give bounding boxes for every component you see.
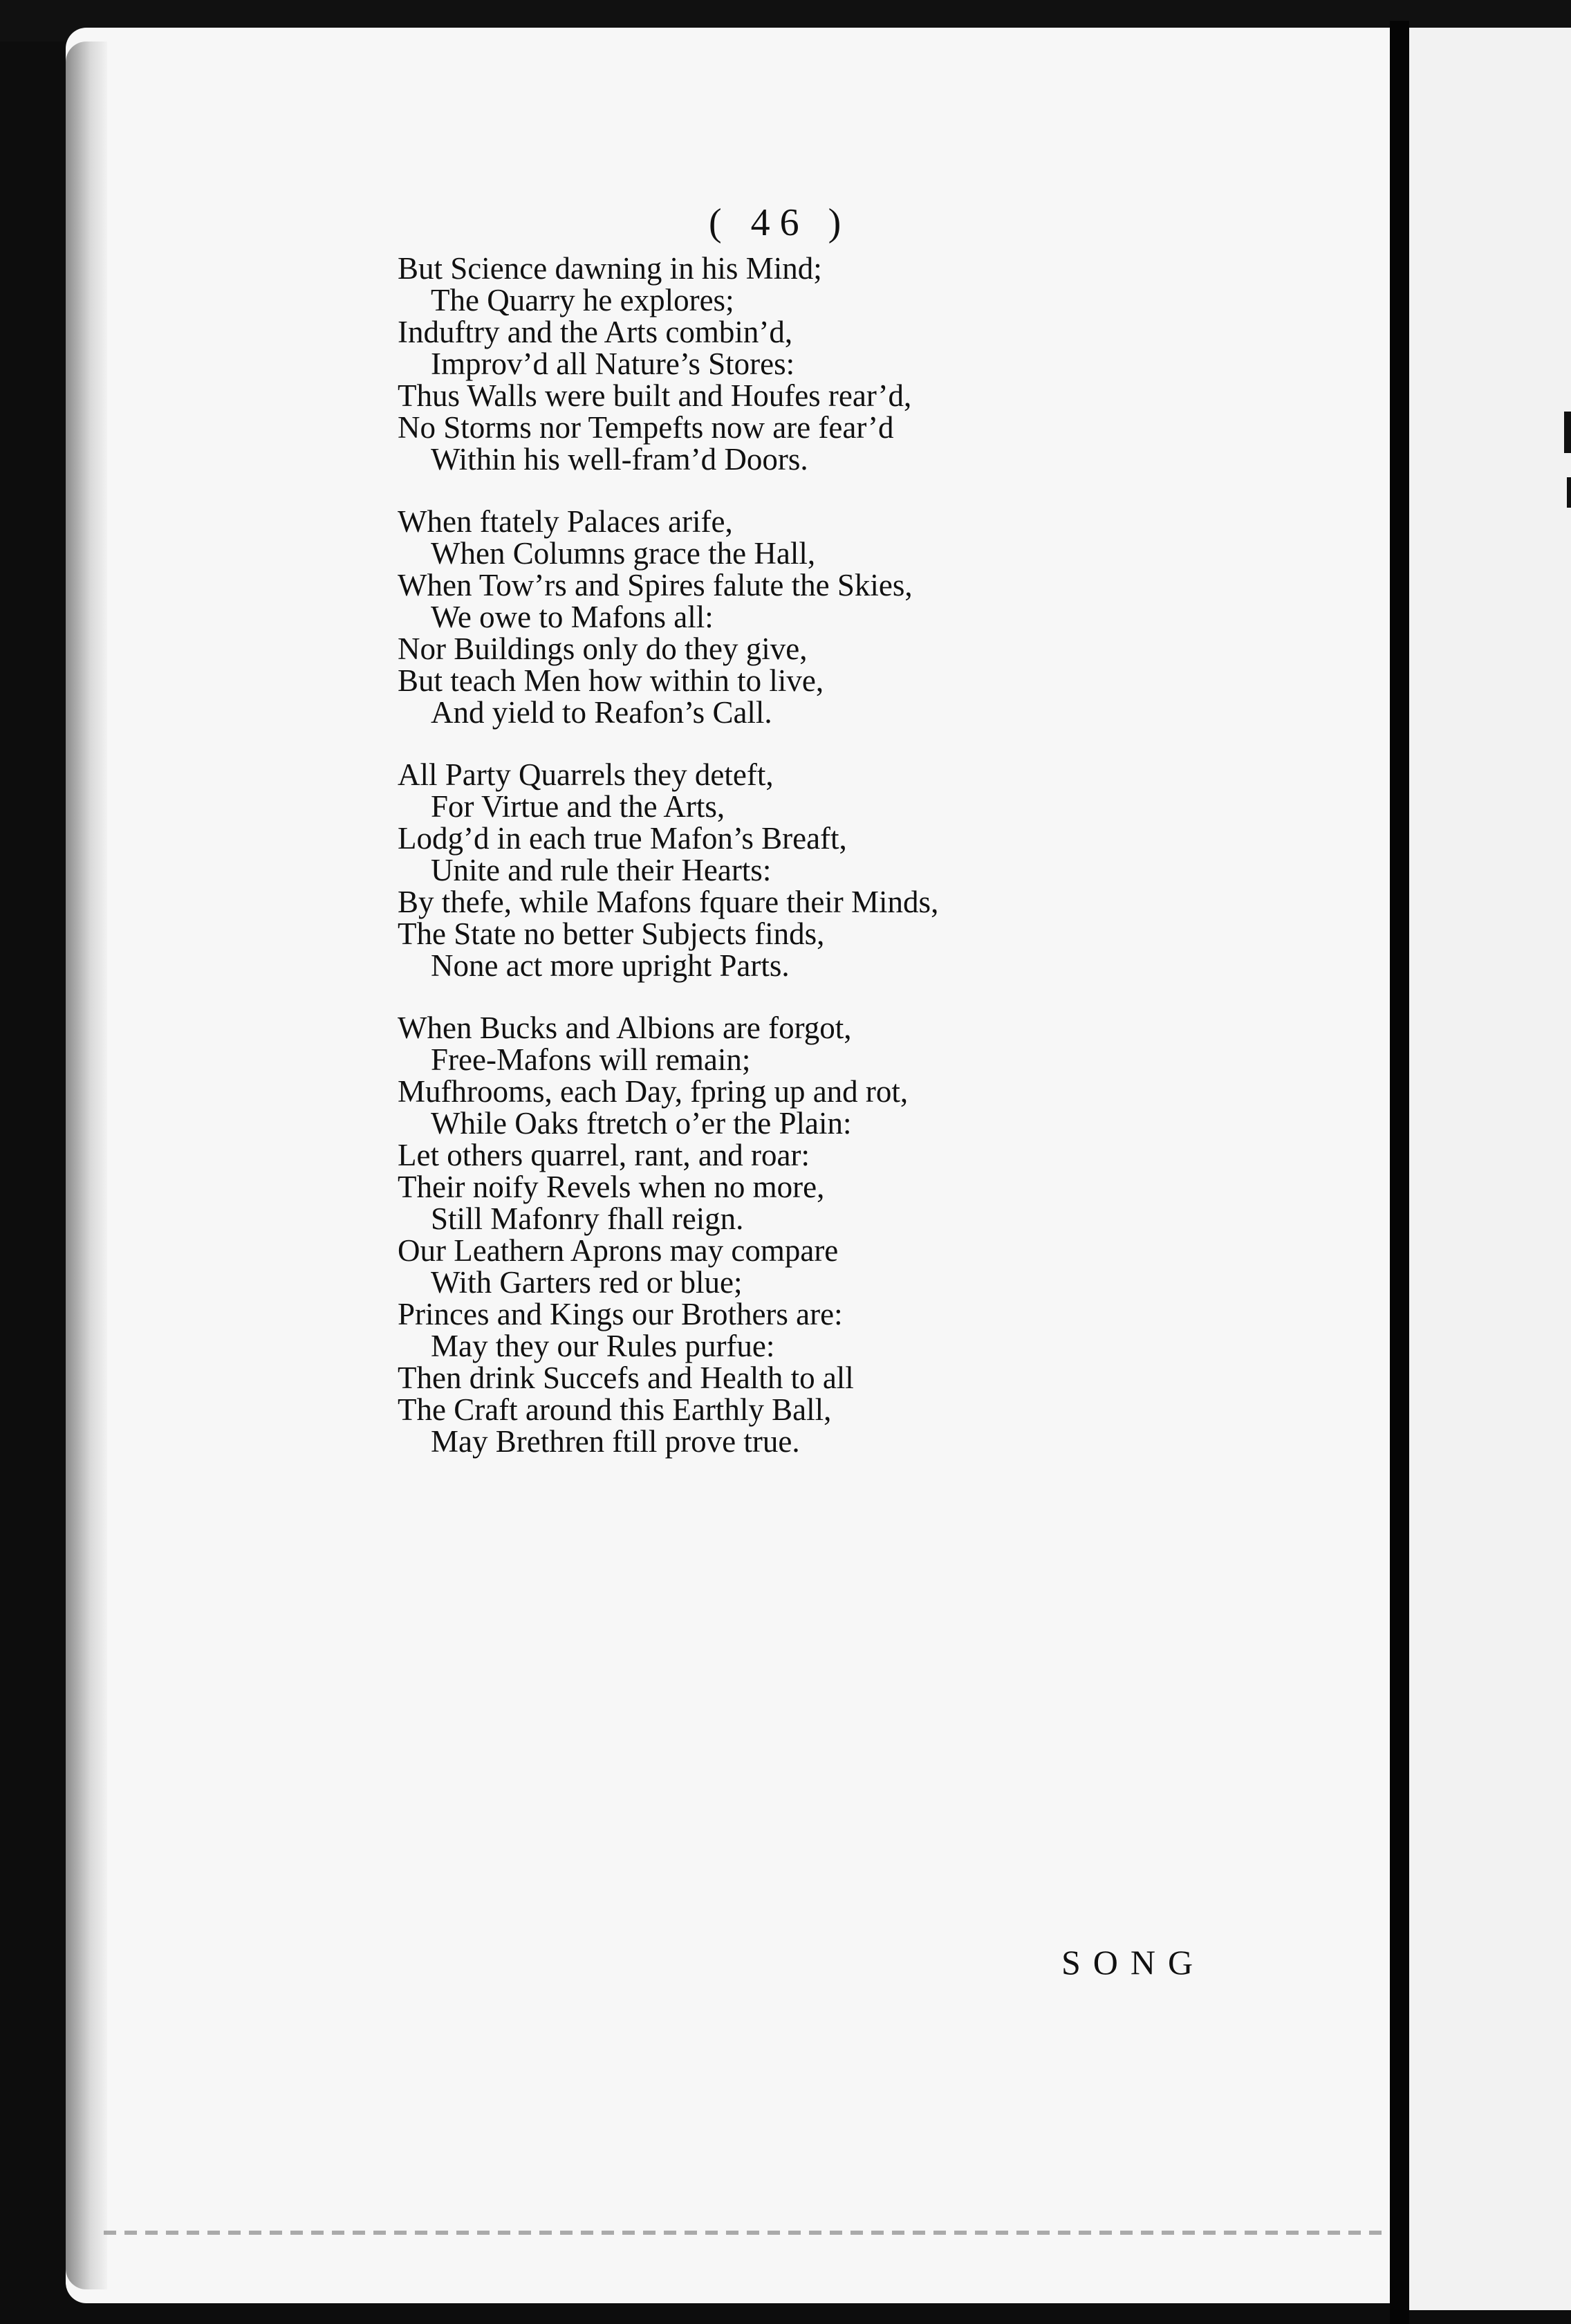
verse-line: When ftately Palaces arife, (398, 504, 733, 539)
verse-line: Their noify Revels when no more, (398, 1170, 825, 1204)
catchword: SONG (1061, 1943, 1206, 1982)
verse-line: Lodg’d in each true Mafon’s Breaft, (398, 821, 847, 856)
verse-line: For Virtue and the Arts, (431, 789, 725, 824)
verse-line: May they our Rules purfue: (431, 1329, 775, 1363)
verse-line: Within his well-fram’d Doors. (431, 442, 808, 477)
stanza (398, 1012, 938, 1457)
verse-line: None act more upright Parts. (431, 948, 790, 983)
verse-line: With Garters red or blue; (431, 1265, 743, 1300)
verse-line: Nor Buildings only do they give, (398, 631, 808, 666)
stanza (398, 252, 938, 475)
verse-line: All Party Quarrels they deteft, (398, 757, 774, 792)
stanza (398, 759, 938, 981)
page-number: ( 46 ) (709, 201, 851, 244)
verse-line: When Bucks and Albions are forgot, (398, 1011, 852, 1045)
stanza (398, 506, 938, 728)
facing-page-mark (1567, 477, 1571, 508)
verse-line: No Storms nor Tempefts now are fear’d (398, 410, 894, 445)
poem-text (398, 252, 938, 1488)
verse-line: Improv’d all Nature’s Stores: (431, 347, 795, 381)
page-bottom-marks (104, 2231, 1390, 2235)
page-edge (66, 42, 107, 2289)
book-gutter (1390, 21, 1409, 2324)
verse-line: When Tow’rs and Spires falute the Skies, (398, 568, 913, 602)
facing-page-mark (1564, 412, 1571, 453)
facing-page-edge (1409, 28, 1571, 2310)
verse-line: While Oaks ftretch o’er the Plain: (431, 1106, 852, 1141)
verse-line: When Columns grace the Hall, (431, 536, 816, 571)
verse-line: And yield to Reafon’s Call. (431, 695, 772, 730)
verse-line: Free-Mafons will remain; (431, 1042, 751, 1077)
verse-line: Mufhrooms, each Day, fpring up and rot, (398, 1074, 909, 1109)
verse-line: Induftry and the Arts combin’d, (398, 315, 793, 349)
verse-line: Our Leathern Aprons may compare (398, 1233, 839, 1268)
verse-line: We owe to Mafons all: (431, 600, 714, 634)
verse-line: Unite and rule their Hearts: (431, 853, 772, 887)
verse-line: But teach Men how within to live, (398, 663, 824, 698)
verse-line: But Science dawning in his Mind; (398, 251, 822, 286)
verse-line: The State no better Subjects finds, (398, 916, 825, 951)
verse-line: The Quarry he explores; (431, 283, 734, 317)
verse-line: By thefe, while Mafons fquare their Minds, (398, 885, 939, 919)
verse-line: Thus Walls were built and Houfes rear’d, (398, 378, 912, 413)
verse-line: May Brethren ftill prove true. (431, 1424, 800, 1459)
verse-line: Then drink Succefs and Health to all (398, 1361, 854, 1395)
verse-line: Princes and Kings our Brothers are: (398, 1297, 843, 1331)
verse-line: Still Mafonry fhall reign. (431, 1201, 744, 1236)
verse-line: Let others quarrel, rant, and roar: (398, 1138, 810, 1172)
verse-line: The Craft around this Earthly Ball, (398, 1392, 832, 1427)
